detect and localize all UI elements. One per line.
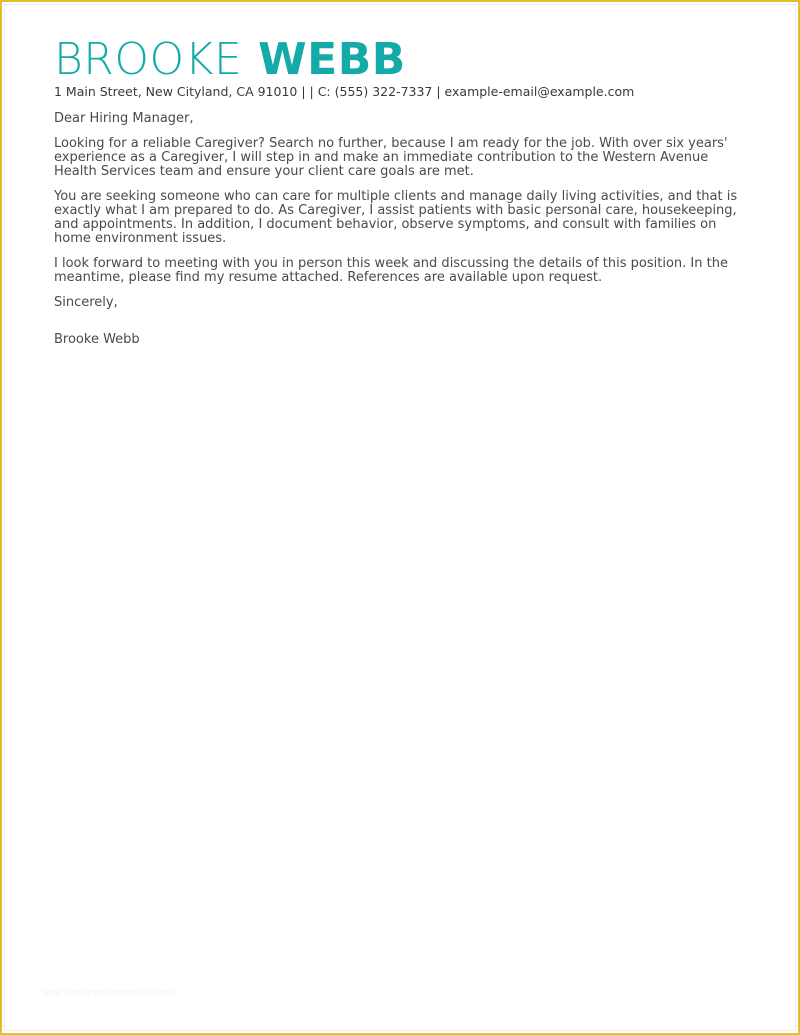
greeting: Dear Hiring Manager, — [54, 111, 194, 126]
applicant-name — [54, 34, 406, 86]
paragraph-3: I look forward to meeting with you in person this week and discussing the details of this position. In the meantime, please find my resume attached. References are available upon request. — [54, 256, 728, 285]
paragraph-2: You are seeking someone who can care for multiple clients and manage daily living activities, and that is exactly what I am prepared to do. As Caregiver, I assist patients with basic personal care, housekeeping, and appointments. In addition, I document behavior, observe symptoms, and consult with families on home environment issues. — [54, 189, 738, 246]
letter-body — [54, 112, 754, 358]
first-name: BROOKE — [54, 34, 243, 85]
signature: Brooke Webb — [54, 332, 140, 347]
watermark: www.theinspiredhomestudio.com — [42, 987, 174, 997]
last-name: WEBB — [258, 34, 406, 85]
contact-line: 1 Main Street, New Cityland, CA 91010 | | C: (555) 322-7337 | example-email@example.com — [54, 84, 635, 99]
paragraph-1: Looking for a reliable Caregiver? Search no further, because I am ready for the job. With over six years' experience as a Caregiver, I will step in and make an immediate contribution to the Western Avenue Health Services team and ensure your client care goals are met. — [54, 136, 728, 179]
closing: Sincerely, — [54, 295, 118, 310]
